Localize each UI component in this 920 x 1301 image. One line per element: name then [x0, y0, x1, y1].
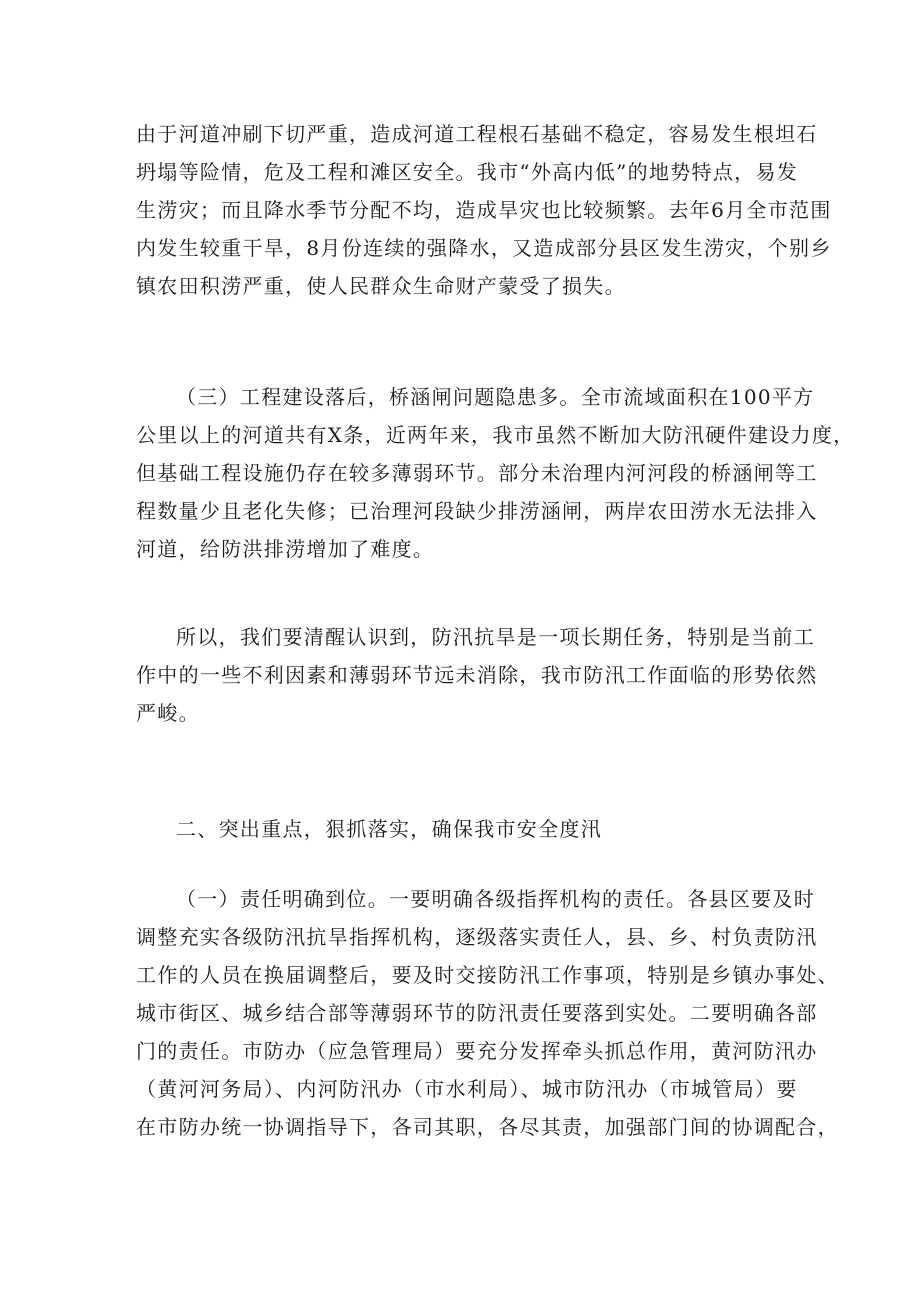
text-line: 坍塌等险情，危及工程和滩区安全。我市“外高内低”的地势特点，易发 — [136, 160, 799, 184]
paragraph-flood-drought-disasters — [136, 115, 832, 305]
text-line: 所以，我们要清醒认识到，防汛抗旱是一项长期任务，特别是当前工 — [176, 625, 815, 649]
text-line: 工作的人员在换届调整后，要及时交接防汛工作事项，特别是乡镇办事处、 — [136, 963, 839, 987]
text-line: 调整充实各级防汛抗旱指挥机构，逐级落实责任人，县、乡、村负责防汛 — [136, 925, 818, 949]
paragraph-conclusion — [136, 618, 818, 732]
paragraph-responsibilities — [136, 880, 839, 1146]
text-line: 公里以上的河道共有X条，近两年来，我市虽然不断加大防汛硬件建设力度， — [136, 423, 855, 447]
text-line: （一）责任明确到位。一要明确各级指挥机构的责任。各县区要及时 — [176, 887, 815, 911]
text-line: 由于河道冲刷下切严重，造成河道工程根石基础不稳定，容易发生根坦石 — [136, 122, 818, 146]
text-line: （三）工程建设落后，桥涵闸问题隐患多。全市流域面积在100平方 — [176, 385, 815, 409]
text-line: 但基础工程设施仍存在较多薄弱环节。部分未治理内河河段的桥涵闸等工 — [136, 461, 818, 485]
text-line: 作中的一些不利因素和薄弱环节远未消除，我市防汛工作面临的形势依然 — [136, 663, 818, 687]
paragraph-engineering-construction — [136, 378, 855, 568]
text-line: （黄河河务局）、内河防汛办（市水利局）、城市防汛办（市城管局）要 — [136, 1077, 798, 1101]
text-line: 河道，给防洪排涝增加了难度。 — [136, 537, 435, 561]
text-line: 镇农田积涝严重，使人民群众生命财产蒙受了损失。 — [136, 274, 626, 298]
text-line: 门的责任。市防办（应急管理局）要充分发挥牵头抓总作用，黄河防汛办 — [136, 1039, 818, 1063]
text-line: 内发生较重干旱，8月份连续的强降水，又造成部分县区发生涝灾，个别乡 — [136, 236, 832, 260]
heading-text: 二、突出重点，狠抓落实，确保我市安全度汛 — [176, 817, 602, 841]
text-line: 严峻。 — [136, 701, 200, 725]
text-line: 程数量少且老化失修；已治理河段缺少排涝涵闸，两岸农田涝水无法排入 — [136, 499, 818, 523]
text-line: 在市防办统一协调指导下，各司其职，各尽其责，加强部门间的协调配合， — [136, 1115, 839, 1139]
section-heading — [136, 810, 796, 848]
text-line: 生涝灾；而且降水季节分配不均，造成旱灾也比较频繁。去年6月全市范围 — [136, 198, 832, 222]
text-line: 城市街区、城乡结合部等薄弱环节的防汛责任要落到实处。二要明确各部 — [136, 1001, 818, 1025]
